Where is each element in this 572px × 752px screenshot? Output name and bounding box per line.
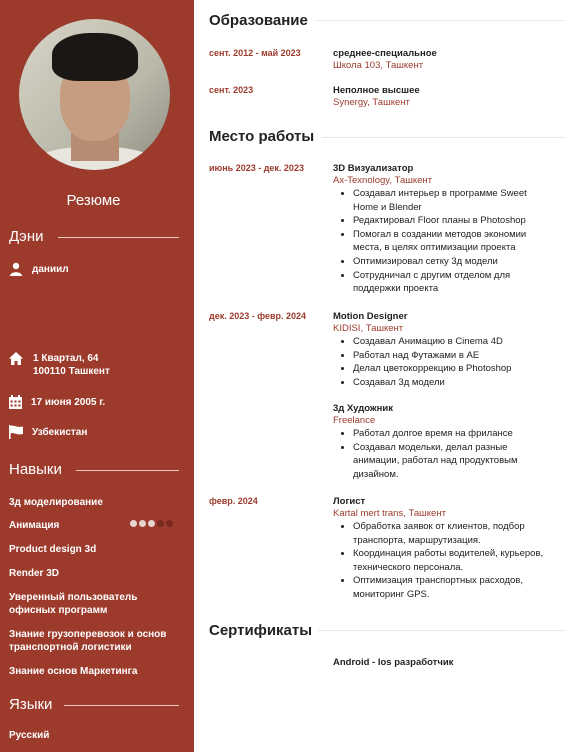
job-duties [333,187,565,296]
divider [64,705,179,706]
list-item: • Делал цветокоррекцию в Photoshop [353,362,565,376]
work-entry [333,496,565,602]
job-title: Motion Designer [333,311,408,322]
education-date: сент. 2012 - май 2023 [209,48,301,58]
job-company: Kartal mert trans, Ташкент [333,508,446,519]
skill-item: Знание основ Маркетинга [9,666,138,677]
education-entry [333,85,565,109]
work-date: февр. 2024 [209,496,258,506]
work-entry [333,311,565,389]
divider [58,237,179,238]
education-date: сент. 2023 [209,85,254,95]
username: даниил [32,263,69,275]
language-item: Русский [9,730,50,741]
skill-item: 3д моделирование [9,497,103,508]
certificate-entry [333,657,565,669]
work-date: дек. 2023 - февр. 2024 [209,311,307,321]
job-duties [333,335,565,389]
education-entry [333,48,565,72]
list-item: • Создавал 3д модели [353,376,565,390]
birthdate-row [9,395,105,409]
skill-item: Уверенный пользователь офисных программ [9,592,138,616]
user-icon [9,262,23,276]
list-item: • Создавал Анимацию в Cinema 4D [353,335,565,349]
list-item: • Сотрудничал с другим отделом для поддержки проекта [353,269,543,296]
certificates-title: Сертификаты [209,622,313,639]
education-title: Образование [209,12,308,29]
calendar-icon [9,395,22,409]
list-item: • Работал долгое время на фрилансе [353,427,565,441]
job-duties [333,427,565,481]
profile-photo [19,19,170,170]
person-name: Дэни [9,228,44,245]
list-item: • Работал над Футажами в AE [353,349,565,363]
skill-level-dots [130,520,175,527]
certificate-item: Android - Ios разработчик [333,657,454,668]
list-item: • Оптимизация транспортных расходов, мониторинг GPS. [353,574,553,601]
education-degree: Неполное высшее [333,85,420,96]
work-entry [333,403,565,481]
skill-item: Render 3D [9,568,60,579]
skills-title: Навыки [9,461,62,478]
work-entry [333,163,565,296]
list-item: • Редактировал Floor планы в Photoshop [353,214,565,228]
country-row [9,425,87,439]
skill-item: Анимация [9,520,60,531]
divider [318,630,565,631]
divider [322,137,565,138]
divider [315,20,565,21]
education-school: Synergy, Ташкент [333,97,410,108]
address-line1: 1 Квартал, 64 [33,353,99,364]
list-item: • Координация работы водителей, курьеров, технического персонала. [353,547,563,574]
job-company: KIDISI, Ташкент [333,323,404,334]
resume-title: Резюме [66,192,121,209]
job-company: Ax-Texnology, Ташкент [333,175,433,186]
education-school: Школа 103, Ташкент [333,60,424,71]
list-item: • Создавал модельки, делал разные анимации, работал над продуктовым дизайном. [353,441,543,482]
job-duties [333,520,565,602]
sidebar [0,0,194,752]
education-degree: среднее-специальное [333,48,437,59]
job-company: Freelance [333,415,376,426]
home-icon [9,352,23,365]
work-date: июнь 2023 - дек. 2023 [209,163,304,173]
skill-item: Знание грузоперевозок и основ транспортной логистики [9,629,167,653]
job-title: Логист [333,496,366,507]
address-line2: 100110 Ташкент [33,366,110,377]
list-item: • Оптимизировал сетку 3д модели [353,255,565,269]
languages-title: Языки [9,696,53,713]
list-item: • Помогал в создании методов экономии места, в целях оптимизации проекта [353,228,543,255]
flag-icon [9,425,23,439]
birthdate: 17 июня 2005 г. [31,396,106,408]
work-title: Место работы [209,128,315,145]
country: Узбекистан [32,426,88,438]
list-item: • Создавал интерьер в программе Sweet Home и Blender [353,187,533,214]
divider [76,470,179,471]
job-title: 3д Художник [333,403,393,414]
skill-item: Product design 3d [9,544,97,555]
job-title: 3D Визуализатор [333,163,414,174]
list-item: • Обработка заявок от клиентов, подбор транспорта, маршрутизация. [353,520,558,547]
username-row [9,262,69,276]
